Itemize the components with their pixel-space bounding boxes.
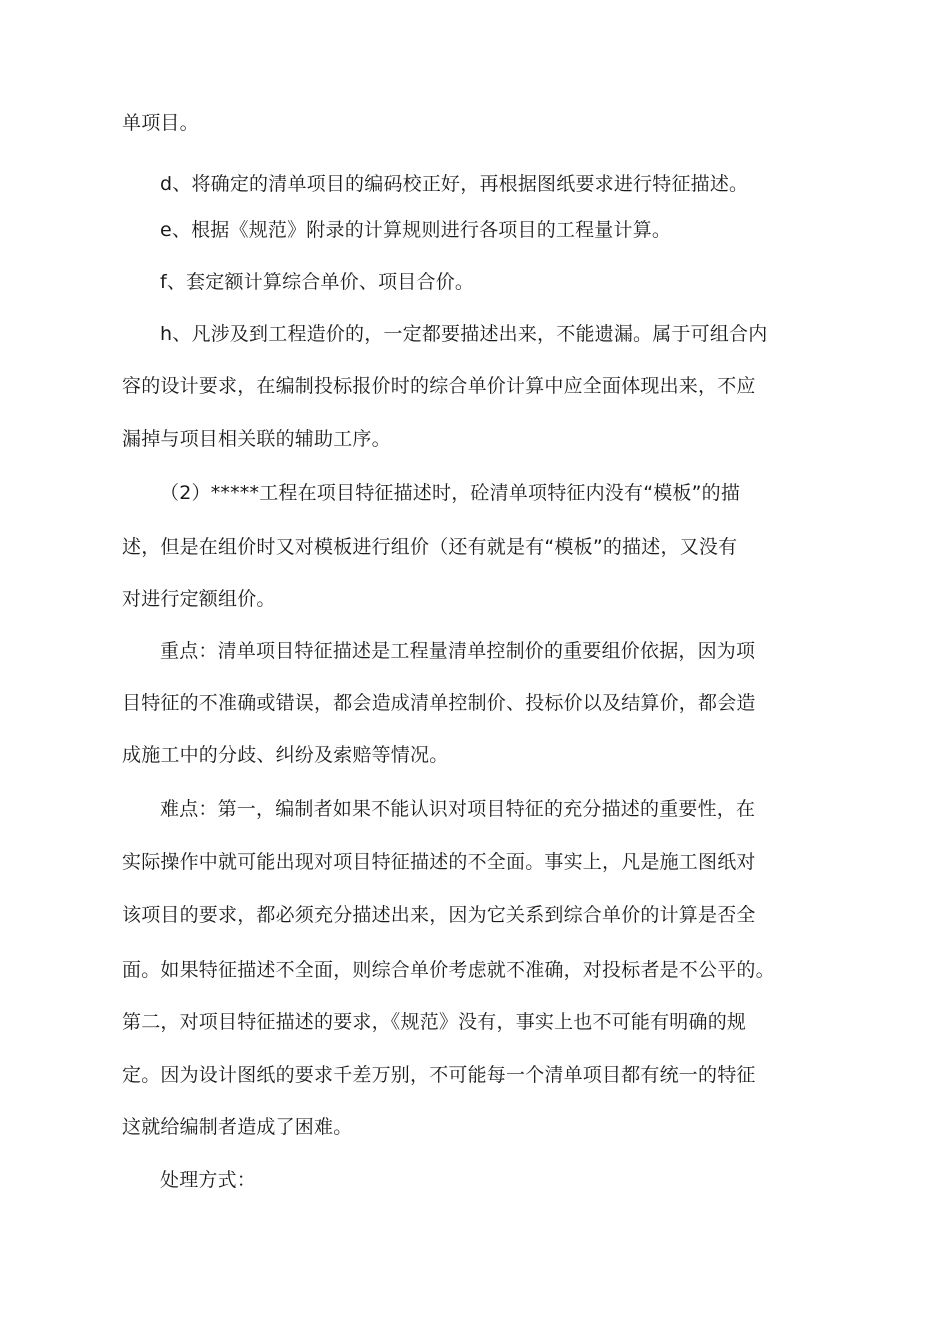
text-line: 目特征的不准确或错误，都会造成清单控制价、投标价以及结算价，都会造 (122, 692, 756, 714)
text-line: h、凡涉及到工程造价的，一定都要描述出来，不能遗漏。属于可组合内 (160, 323, 768, 345)
text-line: 漏掉与项目相关联的辅助工序。 (122, 428, 391, 450)
text-line: 对进行定额组价。 (122, 588, 276, 610)
text-line: 实际操作中就可能出现对项目特征描述的不全面。事实上，凡是施工图纸对 (122, 851, 756, 873)
text-line: 处理方式： (160, 1169, 257, 1191)
text-line: 述，但是在组价时又对模板进行组价（还有就是有“模板”的描述，又没有 (122, 536, 738, 558)
text-line: 容的设计要求，在编制投标报价时的综合单价计算中应全面体现出来，不应 (122, 375, 756, 397)
text-line: 成施工中的分歧、纠纷及索赔等情况。 (122, 744, 449, 766)
text-line: 第二，对项目特征描述的要求，《规范》没有，事实上也不可能有明确的规 (122, 1011, 747, 1033)
text-line: 面。如果特征描述不全面，则综合单价考虑就不准确，对投标者是不公平的。 (122, 959, 775, 981)
text-line: e、根据《规范》附录的计算规则进行各项目的工程量计算。 (160, 219, 672, 241)
text-line: 重点：清单项目特征描述是工程量清单控制价的重要组价依据，因为项 (160, 640, 756, 662)
text-line: f、套定额计算综合单价、项目合价。 (160, 271, 475, 293)
text-line: 该项目的要求，都必须充分描述出来，因为它关系到综合单价的计算是否全 (122, 904, 756, 926)
text-line: d、将确定的清单项目的编码校正好，再根据图纸要求进行特征描述。 (160, 173, 749, 195)
text-line: 难点：第一，编制者如果不能认识对项目特征的充分描述的重要性，在 (160, 798, 756, 820)
text-line: 这就给编制者造成了困难。 (122, 1116, 353, 1138)
text-line: 单项目。 (122, 112, 199, 134)
text-line: （2）*****工程在项目特征描述时，砼清单项特征内没有“模板”的描 (160, 482, 741, 504)
text-line: 定。因为设计图纸的要求千差万别，不可能每一个清单项目都有统一的特征 (122, 1064, 756, 1086)
